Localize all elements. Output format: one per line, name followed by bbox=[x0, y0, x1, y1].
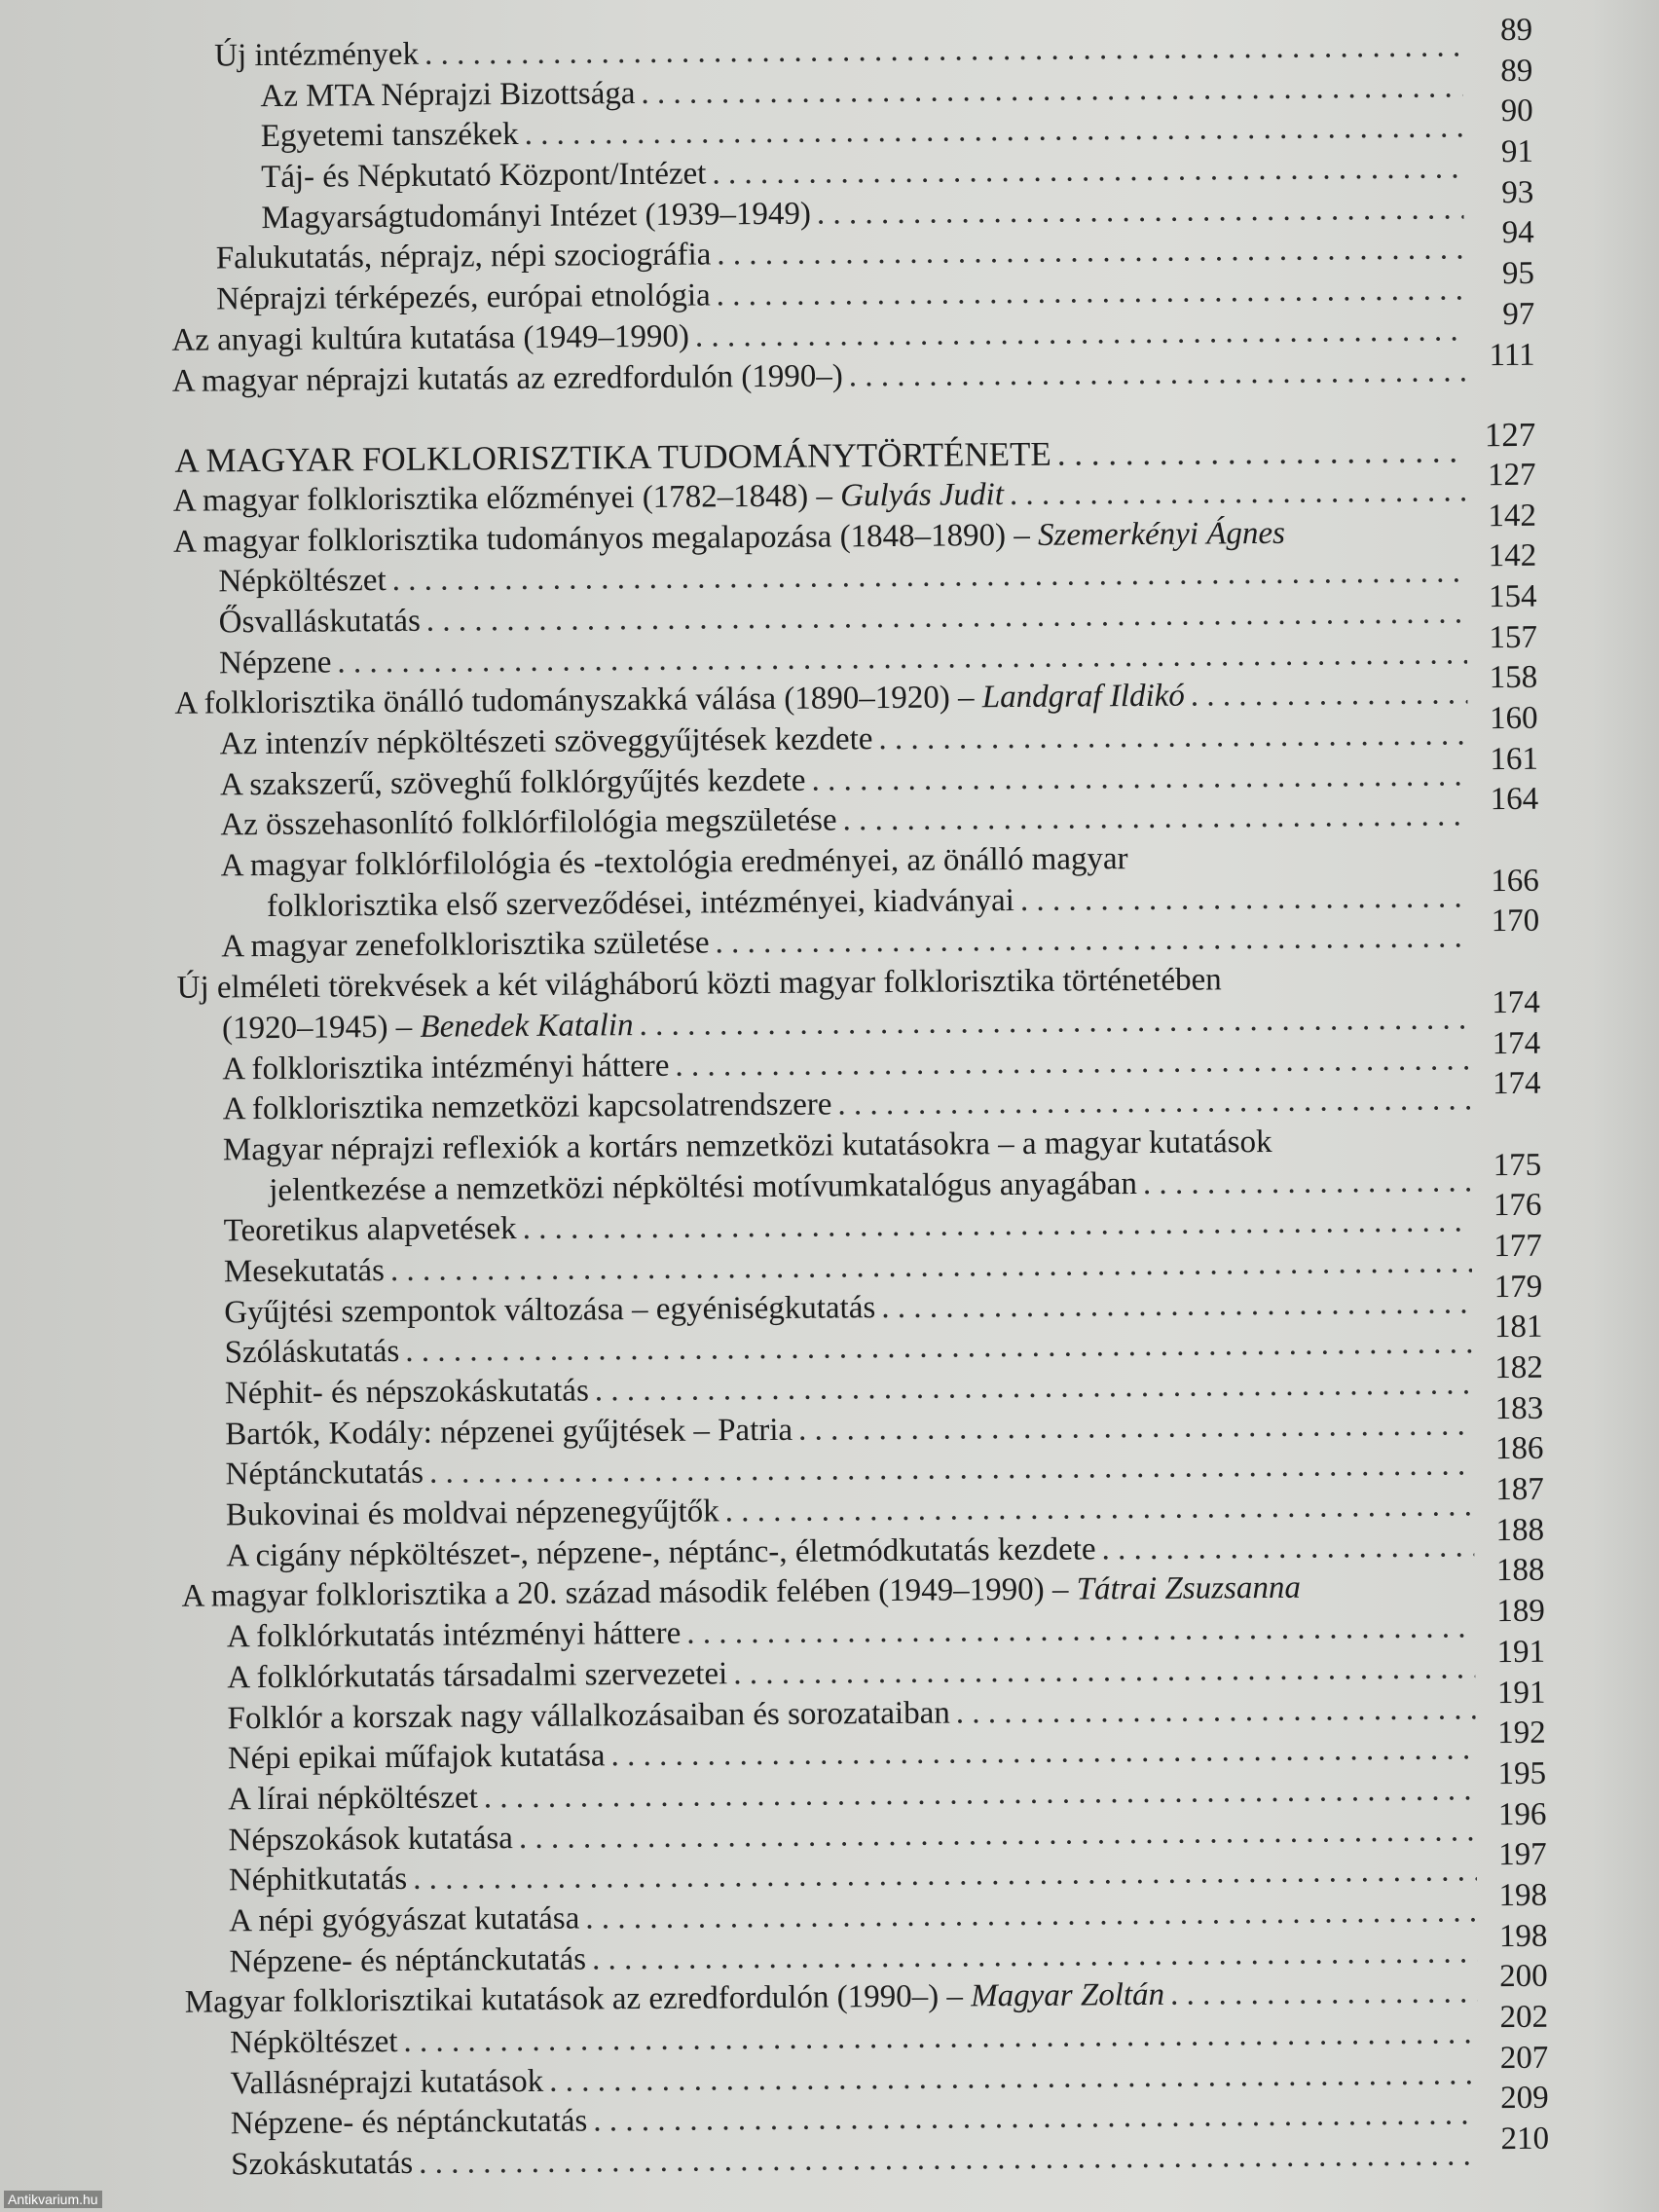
dot-leader bbox=[715, 918, 1469, 965]
dot-leader bbox=[695, 311, 1465, 357]
toc-entry-title-text: Egyetemi tanszékek bbox=[260, 117, 519, 155]
spacer bbox=[1301, 1597, 1485, 1598]
toc-entry-title bbox=[224, 1288, 875, 1334]
toc-page-number: 157 bbox=[1489, 619, 1538, 655]
toc-entry-title-text: Vallásnéprajzi kutatások bbox=[230, 2063, 544, 2102]
toc-entry-title bbox=[224, 1332, 399, 1374]
toc-page-number: 174 bbox=[1492, 1065, 1541, 1102]
toc-entry-title bbox=[230, 2022, 398, 2064]
dot-leader bbox=[712, 148, 1463, 195]
watermark: Antikvarium.hu bbox=[4, 2191, 102, 2208]
toc-entry-title-text: Új intézmények bbox=[214, 36, 420, 74]
toc-entry-title bbox=[222, 1046, 669, 1089]
toc-entry-title-text: Szóláskutatás bbox=[224, 1334, 400, 1371]
toc-page-number: 166 bbox=[1491, 863, 1539, 899]
toc-page-number: 160 bbox=[1489, 700, 1538, 737]
toc-entry-title-text: A cigány népköltészet-, népzene-, néptánc-, életmódkutatás kezdete bbox=[226, 1531, 1096, 1574]
dot-leader bbox=[842, 796, 1468, 842]
toc-page-number: 198 bbox=[1498, 1877, 1548, 1914]
toc-page-number: 176 bbox=[1493, 1188, 1542, 1224]
toc-page-number: 154 bbox=[1488, 578, 1537, 615]
toc-entry-title bbox=[269, 1164, 1137, 1212]
toc-page-number: 174 bbox=[1492, 984, 1540, 1020]
toc-entry-title bbox=[174, 434, 1051, 482]
toc-entry-title bbox=[222, 1006, 634, 1050]
toc-entry-title bbox=[231, 2102, 588, 2146]
toc-entry-title bbox=[227, 1614, 682, 1658]
spacer bbox=[1222, 987, 1480, 989]
spacer bbox=[1285, 541, 1476, 543]
dot-leader bbox=[1170, 1973, 1478, 2016]
toc-page-number: 183 bbox=[1494, 1390, 1544, 1426]
toc-entry-title-text: Folklór a korszak nagy vállalkozásaiban és sorozataiban bbox=[227, 1695, 950, 1736]
toc-page-number: 195 bbox=[1497, 1755, 1547, 1792]
dot-leader bbox=[733, 1648, 1475, 1695]
dot-leader bbox=[595, 1364, 1473, 1412]
toc-entry-title-text: Bartók, Kodály: népzenei gyűjtések – Patria bbox=[225, 1412, 793, 1453]
toc-page-number: 179 bbox=[1493, 1269, 1543, 1305]
toc-page-number: 170 bbox=[1491, 903, 1540, 940]
toc-entry-title bbox=[173, 475, 1005, 522]
toc-entry-title bbox=[226, 1530, 1096, 1577]
dot-leader bbox=[956, 1689, 1476, 1734]
toc-entry-title bbox=[221, 839, 1128, 887]
toc-page-number: 197 bbox=[1498, 1837, 1547, 1873]
toc-entry-title-text: A népi gyógyászat kutatása bbox=[229, 1900, 580, 1939]
toc-entry-title-text: folklorisztika első szerveződései, intézményei, kiadványai bbox=[266, 882, 1015, 924]
toc-entry-title bbox=[216, 236, 712, 280]
toc-entry-title bbox=[227, 1693, 950, 1740]
toc-entry-title bbox=[227, 1654, 727, 1699]
toc-page-number: 93 bbox=[1501, 174, 1534, 210]
toc-entry-title bbox=[267, 881, 1014, 928]
toc-entry-title-text: A magyar folklorisztika a 20. század második felében (1949–1990) – bbox=[181, 1571, 1077, 1615]
dot-leader bbox=[837, 1081, 1470, 1126]
toc-entry-title-text: A folklorisztika nemzetközi kapcsolatrendszere bbox=[222, 1087, 832, 1127]
toc-page-number: 164 bbox=[1490, 782, 1539, 818]
dot-leader bbox=[675, 1040, 1470, 1087]
toc-entry-title-text: A folklórkutatás társadalmi szervezetei bbox=[227, 1656, 728, 1696]
toc-entry-title-text: Mesekutatás bbox=[223, 1253, 386, 1290]
toc-entry-author: Szemerkényi Ágnes bbox=[1037, 515, 1286, 553]
toc-entry-title-text: Az anyagi kultúra kutatása (1949–1990) bbox=[171, 318, 690, 358]
toc-page-number: 89 bbox=[1500, 53, 1533, 89]
dot-leader bbox=[610, 1730, 1476, 1778]
toc-page-number: 187 bbox=[1495, 1471, 1544, 1508]
toc-page-number: 90 bbox=[1500, 93, 1533, 129]
toc-page-number: 91 bbox=[1500, 133, 1534, 170]
toc-entry-title-text: Szokáskutatás bbox=[231, 2145, 414, 2183]
toc-entry-title bbox=[261, 155, 707, 199]
toc-page-number: 94 bbox=[1501, 215, 1534, 251]
dot-leader bbox=[686, 1607, 1475, 1654]
toc-page-number: 198 bbox=[1498, 1918, 1548, 1954]
toc-page-number: 142 bbox=[1488, 498, 1537, 534]
toc-page-number: 191 bbox=[1496, 1634, 1546, 1670]
toc-page-number: 161 bbox=[1490, 741, 1539, 777]
toc-entry-title-text: A magyar folklórfilológia és -textológia eredményei, az önálló magyar bbox=[220, 841, 1128, 884]
dot-leader bbox=[717, 230, 1464, 276]
toc-entry-title bbox=[223, 1209, 516, 1252]
toc-entry-title bbox=[172, 356, 843, 402]
toc-entry-title-text: A magyar zenefolklorisztika születése bbox=[221, 925, 710, 965]
toc-entry-title-text: Táj- és Népkutató Központ/Intézet bbox=[260, 156, 707, 196]
toc-entry-title bbox=[226, 1492, 719, 1536]
toc-page-number: 174 bbox=[1492, 1025, 1541, 1061]
toc-entry-title bbox=[225, 1411, 793, 1456]
toc-page-number: 175 bbox=[1493, 1147, 1542, 1183]
toc-entry-title-text: Magyar néprajzi reflexiók a kortárs nemzetközi kutatásokra – a magyar kutatások bbox=[222, 1124, 1272, 1168]
toc-entry-title-text: Gyűjtési szempontok változása – egyéniségkutatás bbox=[224, 1289, 876, 1331]
toc-entry-title bbox=[229, 1860, 408, 1901]
toc-entry-title-text: A folklorisztika intézményi háttere bbox=[222, 1048, 670, 1087]
toc-entry-title-text: Magyar folklorisztikai kutatások az ezredfordulón (1990–) – bbox=[184, 1978, 972, 2021]
toc-entry-title bbox=[260, 74, 635, 118]
toc-entry-title-text: Néphitkutatás bbox=[228, 1862, 408, 1899]
toc-entry-title bbox=[225, 1371, 589, 1415]
page-edge-shadow bbox=[1591, 0, 1659, 2212]
dot-leader bbox=[717, 270, 1465, 316]
toc-page-number: 142 bbox=[1488, 538, 1537, 574]
toc-entry-title bbox=[221, 924, 710, 969]
toc-entry-title-text: Néptánckutatás bbox=[225, 1456, 424, 1493]
toc-entry-title-text: A MAGYAR FOLKLORISZTIKA TUDOMÁNYTÖRTÉNETE bbox=[174, 434, 1051, 480]
dot-leader bbox=[1101, 1527, 1474, 1570]
toc-page-number: 181 bbox=[1493, 1309, 1543, 1346]
toc-entry-author: Tátrai Zsuzsanna bbox=[1076, 1570, 1302, 1607]
dot-leader bbox=[585, 1892, 1477, 1939]
toc-entry-title-text: Ősvalláskutatás bbox=[218, 603, 421, 641]
toc-entry-title bbox=[220, 719, 873, 765]
toc-page-number: 182 bbox=[1494, 1349, 1543, 1386]
toc-entry-author: Gulyás Judit bbox=[840, 476, 1005, 514]
dot-leader bbox=[1143, 1161, 1472, 1204]
toc-entry-title bbox=[222, 1086, 831, 1131]
toc-entry-title-text: Az intenzív népköltészeti szöveggyűjtések kezdete bbox=[219, 721, 873, 762]
dot-leader bbox=[1010, 471, 1466, 515]
toc-entry-title bbox=[171, 316, 689, 361]
toc-page-number: 188 bbox=[1495, 1512, 1545, 1548]
toc-entry-title bbox=[228, 1819, 513, 1862]
toc-entry-title bbox=[231, 2144, 413, 2186]
dot-leader bbox=[725, 1486, 1474, 1532]
toc-page-number: 189 bbox=[1496, 1593, 1545, 1630]
dot-leader bbox=[592, 1933, 1478, 1980]
dot-leader bbox=[849, 351, 1465, 397]
toc-page-number: 177 bbox=[1493, 1228, 1542, 1265]
toc-entry-title-text: Falukutatás, néprajz, népi szociográfia bbox=[215, 237, 712, 276]
toc-page-number: 186 bbox=[1494, 1431, 1544, 1467]
toc-entry-title bbox=[224, 1251, 385, 1293]
toc-entry-title-text: Népzene- és néptánckutatás bbox=[230, 2103, 588, 2142]
toc-entry-title-text: Népszokások kutatása bbox=[228, 1820, 514, 1858]
toc-page-number: 210 bbox=[1500, 2120, 1550, 2157]
toc-entry-title-text: A szakszerű, szöveghű folklórgyűjtés kezdete bbox=[219, 762, 806, 803]
table-of-contents bbox=[146, 12, 1550, 2187]
dot-leader bbox=[811, 756, 1468, 801]
toc-page-number: 95 bbox=[1501, 255, 1535, 292]
toc-entry-title bbox=[229, 1899, 579, 1943]
dot-leader bbox=[639, 999, 1470, 1046]
toc-entry-title-text: Bukovinai és moldvai népzenegyűjtők bbox=[225, 1493, 719, 1533]
toc-entry-title-text: Az MTA Néprajzi Bizottsága bbox=[260, 75, 636, 114]
toc-entry-title-text: Teoretikus alapvetések bbox=[223, 1211, 517, 1249]
toc-entry-title bbox=[216, 276, 711, 321]
toc-entry-title-text: A magyar folklorisztika tudományos megalapozása (1848–1890) – bbox=[172, 517, 1039, 560]
toc-entry-title-text: jelentkezése a nemzetközi népköltési motívumkatalógus anyagában bbox=[269, 1165, 1138, 1208]
toc-entry-title-text: (1920–1945) – bbox=[221, 1009, 421, 1047]
toc-page-number: 200 bbox=[1499, 1959, 1548, 1995]
toc-entry-title-text: A magyar néprajzi kutatás az ezredfordulón (1990–) bbox=[171, 357, 843, 399]
toc-entry-title-text: Új elméleti törekvések a két világháború közti magyar folklorisztika történetében bbox=[176, 962, 1222, 1006]
toc-page-number: 202 bbox=[1499, 1999, 1549, 2036]
toc-entry-title-text: A folklórkutatás intézményi háttere bbox=[226, 1615, 682, 1655]
toc-entry-title bbox=[261, 194, 811, 239]
toc-entry-title-text: A magyar folklorisztika előzményei (1782–1848) – bbox=[172, 478, 841, 519]
dot-leader bbox=[1191, 675, 1468, 718]
toc-entry-title-text: A folklorisztika önálló tudományszakká válása (1890–1920) – bbox=[174, 680, 982, 722]
spacer bbox=[1272, 1150, 1481, 1152]
toc-entry-title-text: Népi epikai műfajok kutatása bbox=[227, 1738, 606, 1777]
toc-entry-author: Benedek Katalin bbox=[420, 1007, 634, 1045]
dot-leader bbox=[1057, 431, 1466, 475]
toc-entry-title-text: Néprajzi térképezés, európai etnológia bbox=[215, 277, 711, 317]
toc-entry-title-text: Népköltészet bbox=[230, 2024, 398, 2061]
toc-entry-title-text: Néphit- és népszokáskutatás bbox=[224, 1373, 589, 1412]
dot-leader bbox=[419, 2135, 1479, 2184]
toc-entry-title bbox=[220, 801, 837, 847]
toc-entry-title-text: Népköltészet bbox=[218, 563, 387, 600]
toc-entry-title bbox=[220, 760, 806, 805]
toc-entry-title bbox=[225, 1454, 424, 1495]
toc-entry-author: Magyar Zoltán bbox=[971, 1977, 1165, 2014]
toc-page-number: 191 bbox=[1496, 1675, 1546, 1711]
toc-entry-title bbox=[219, 602, 421, 644]
toc-entry-title-text: Népzene bbox=[218, 645, 332, 682]
toc-page-number: 158 bbox=[1489, 660, 1538, 696]
toc-page-number: 192 bbox=[1497, 1714, 1546, 1751]
toc-entry-title bbox=[219, 643, 332, 684]
toc-entry-title-text: A lírai népköltészet bbox=[228, 1780, 478, 1818]
toc-entry-title bbox=[229, 1939, 586, 1983]
toc-page-number: 209 bbox=[1500, 2081, 1549, 2117]
toc-entry-author: Landgraf Ildikó bbox=[981, 678, 1185, 716]
toc-entry-title bbox=[228, 1778, 478, 1821]
toc-entry-title-text: Népzene- és néptánckutatás bbox=[229, 1941, 587, 1980]
toc-entry-title-text: Az összehasonlító folklórfilológia megszületése bbox=[220, 802, 837, 843]
toc-entry-title bbox=[214, 35, 419, 77]
dot-leader bbox=[593, 2095, 1479, 2143]
dot-leader bbox=[817, 189, 1464, 235]
toc-page-number: 196 bbox=[1497, 1796, 1547, 1832]
toc-page-number: 111 bbox=[1489, 337, 1535, 373]
toc-page-number: 97 bbox=[1502, 296, 1535, 332]
toc-page-number: 89 bbox=[1499, 12, 1533, 49]
toc-entry-title bbox=[228, 1737, 606, 1781]
toc-entry-title-text: Magyarságtudományi Intézet (1939–1949) bbox=[261, 196, 812, 236]
toc-page-number: 207 bbox=[1499, 2040, 1549, 2076]
toc-page-number: 127 bbox=[1487, 457, 1536, 494]
dot-leader bbox=[798, 1405, 1473, 1451]
spacer bbox=[1128, 866, 1479, 868]
dot-leader bbox=[1020, 877, 1469, 921]
toc-entry-title bbox=[261, 115, 519, 158]
dot-leader bbox=[881, 1283, 1472, 1328]
dot-leader bbox=[878, 715, 1468, 759]
toc-page-number: 127 bbox=[1484, 415, 1536, 455]
dot-leader bbox=[641, 67, 1462, 114]
toc-page-number: 188 bbox=[1495, 1553, 1545, 1589]
toc-entry-title bbox=[230, 2062, 543, 2105]
toc-entry-title bbox=[218, 561, 387, 603]
